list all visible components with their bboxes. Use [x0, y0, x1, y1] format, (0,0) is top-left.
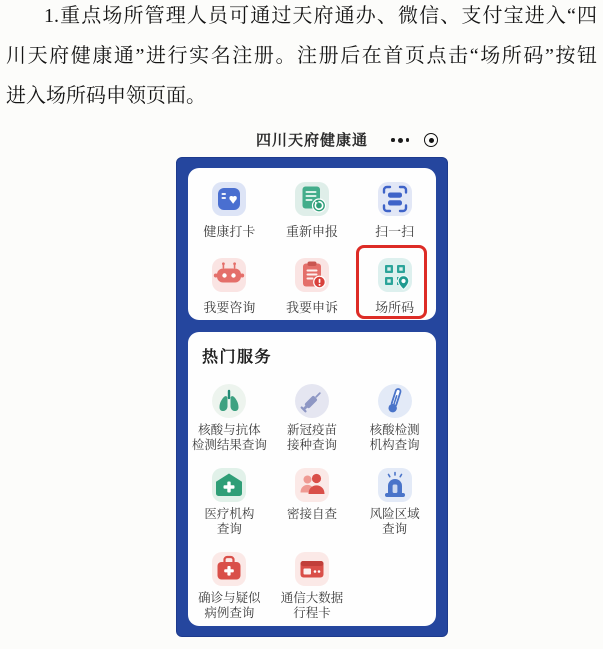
- travel-card-icon: [292, 549, 332, 589]
- hot-service-confirmed-cases[interactable]: [188, 543, 271, 627]
- syringe-icon: [292, 381, 332, 421]
- quick-action-label: 我要申诉: [285, 300, 338, 315]
- venue-code-icon: [375, 255, 415, 295]
- instruction-line-2: 川天府健康通”进行实名注册。注册后在首页点击“场所码”按钮: [6, 45, 597, 67]
- quick-action-label: 扫一扫: [375, 224, 415, 239]
- quick-action-health-checkin[interactable]: [188, 168, 271, 244]
- hospital-icon: [209, 465, 249, 505]
- hot-services-grid: [188, 367, 436, 627]
- quick-action-appeal[interactable]: [271, 244, 354, 320]
- appeal-clipboard-icon: [292, 255, 332, 295]
- quick-action-label: 我要咨询: [203, 300, 256, 315]
- hot-service-label: 医疗机构 查询: [204, 507, 255, 536]
- hot-service-label: 风险区域 查询: [369, 507, 420, 536]
- app-home-panel: [176, 157, 448, 637]
- capsule-target-icon[interactable]: [424, 133, 438, 147]
- quick-action-label: 场所码: [375, 300, 415, 315]
- instruction-line-3: 进入场所码申领页面。: [6, 85, 206, 107]
- health-checkin-icon: [209, 179, 249, 219]
- miniprogram-capsule: [391, 133, 438, 147]
- hot-service-nat-result[interactable]: [188, 375, 271, 459]
- quick-action-scan[interactable]: [353, 168, 436, 244]
- instruction-paragraph: [6, 0, 597, 116]
- hot-service-label: 核酸与抗体 检测结果查询: [191, 423, 267, 452]
- lungs-icon: [209, 381, 249, 421]
- hot-services-heading: 热门服务: [202, 349, 273, 366]
- scan-icon: [375, 179, 415, 219]
- close-contacts-icon: [292, 465, 332, 505]
- hot-service-label: 核酸检测 机构查询: [369, 423, 420, 452]
- quick-action-redeclare[interactable]: [271, 168, 354, 244]
- hot-service-medical-org[interactable]: [188, 459, 271, 543]
- hot-service-risk-area[interactable]: [353, 459, 436, 543]
- quick-action-label: 重新申报: [285, 224, 338, 239]
- app-header: [176, 127, 448, 154]
- hot-service-label: 通信大数据 行程卡: [280, 591, 344, 620]
- hot-service-label: 密接自查: [286, 507, 337, 521]
- consult-robot-icon: [209, 255, 249, 295]
- siren-icon: [375, 465, 415, 505]
- medical-bag-icon: [209, 549, 249, 589]
- hot-service-nat-org[interactable]: [353, 375, 436, 459]
- quick-actions-card: [188, 168, 436, 320]
- hot-service-travel-card[interactable]: [271, 543, 354, 627]
- more-icon[interactable]: [391, 138, 409, 143]
- app-title: 四川天府健康通: [255, 132, 368, 149]
- hot-service-close-contact[interactable]: [271, 459, 354, 543]
- hot-service-label: 确诊与疑似 病例查询: [198, 591, 261, 620]
- quick-action-consult[interactable]: [188, 244, 271, 320]
- hot-services-card: [188, 332, 436, 626]
- redeclare-icon: [292, 179, 332, 219]
- hot-service-label: 新冠疫苗 接种查询: [286, 423, 337, 452]
- quick-action-label: 健康打卡: [203, 224, 256, 239]
- quick-action-venue-code[interactable]: [353, 244, 436, 320]
- hot-service-vaccine[interactable]: [271, 375, 354, 459]
- instruction-line-1: 1.重点场所管理人员可通过天府通办、微信、支付宝进入“四: [44, 5, 597, 27]
- thermometer-icon: [375, 381, 415, 421]
